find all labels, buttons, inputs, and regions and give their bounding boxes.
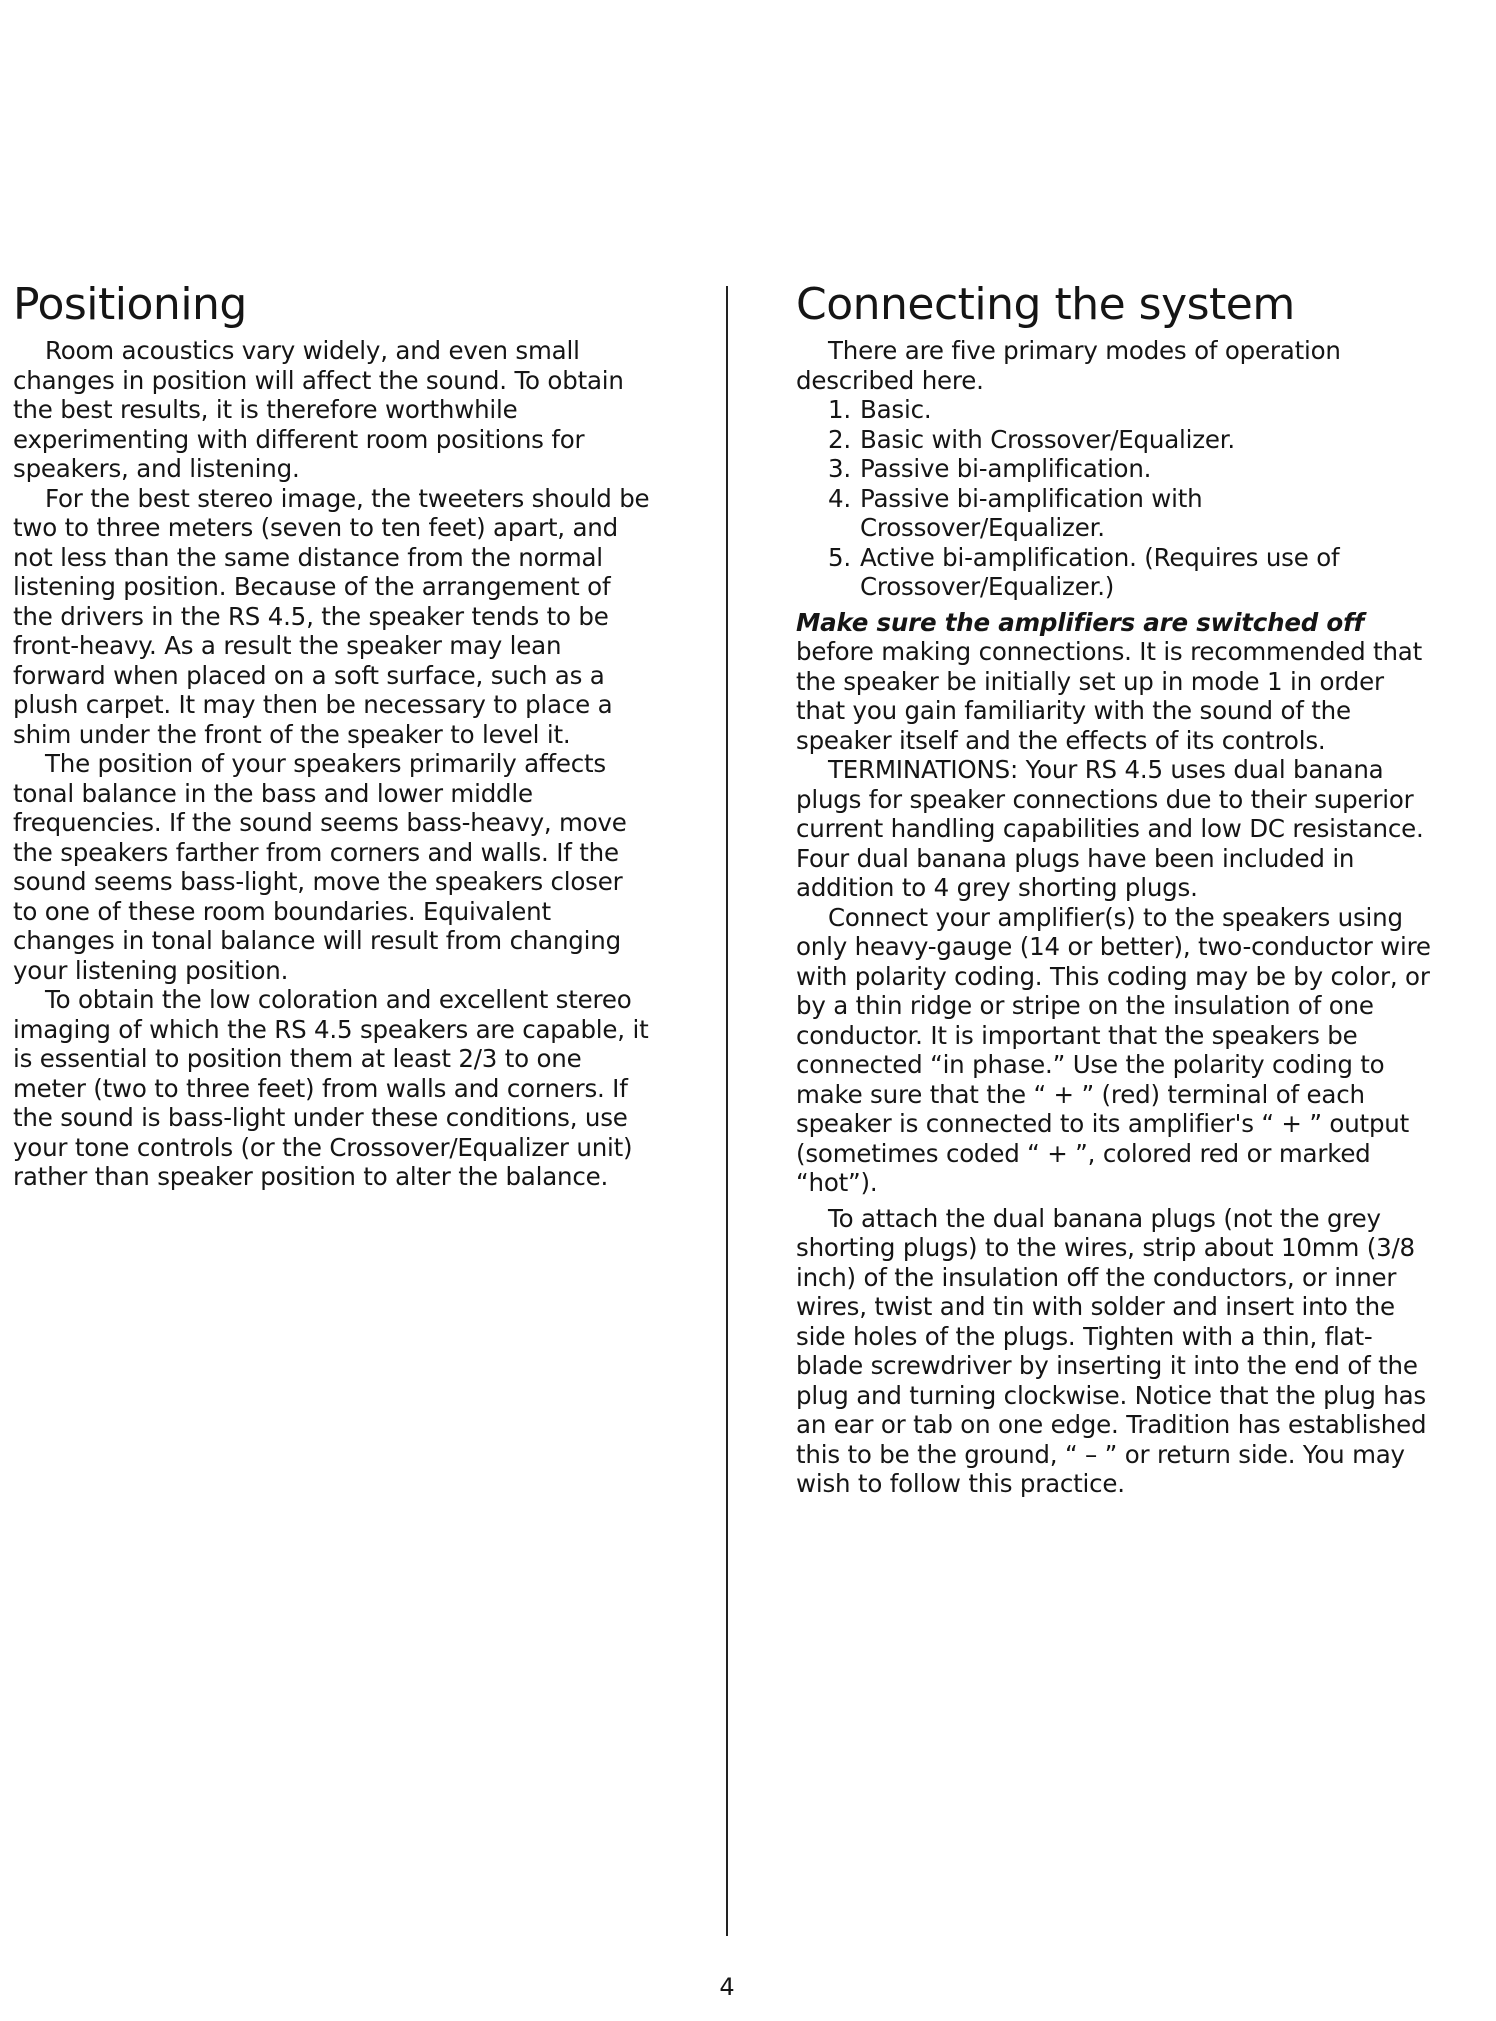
positioning-paragraph-2: For the best stereo image, the tweeters should be two to three meters (seven to ten feet) apart, and not less than the same distance from the normal listening position. Because of the arrangement of the drivers in the RS 4.5, the speaker tends to be front-heavy. As a result the speaker may lean forward when placed on a soft surface, such as a plush carpet. It may then be necessary to place a shim under the front of the speaker to level it. (13, 483, 650, 749)
connecting-heading: Connecting the system (796, 279, 1295, 330)
mode-text: Basic. (860, 395, 932, 424)
page-number: 4 (719, 1973, 735, 2001)
warning-paragraph (796, 608, 1436, 756)
mode-item-3 (796, 454, 1436, 484)
positioning-paragraph-1: Room acoustics vary widely, and even small changes in position will affect the sound. To obtain the best results, it is therefore worthwhile experimenting with different room positions for speakers, and listening. (13, 336, 624, 483)
mode-number: 5. (828, 542, 851, 572)
mode-text: Passive bi-amplification. (860, 454, 1152, 483)
warning-rest: before making connections. It is recommended that the speaker be initially set up in mode 1 in order that you gain familiarity with the sound of the speaker itself and the effects of its controls. (796, 637, 1423, 755)
warning-lead: Make sure the amplifiers are switched off (796, 607, 1364, 637)
mode-number: 3. (828, 454, 851, 483)
mode-number: 1. (828, 395, 851, 424)
wiring-paragraph: Connect your amplifier(s) to the speakers using only heavy-gauge (14 or better), two-conductor wire with polarity coding. This coding may be by color, or by a thin ridge or stripe on the insulation of one conductor. It is important that the speakers be connected “in phase.” Use the polarity coding to make sure that the “ + ” (red) terminal of each speaker is connected to its amplifier's “ + ” output (sometimes coded “ + ”, colored red or marked “hot”). (796, 902, 1431, 1197)
connecting-intro: There are five primary modes of operation described here. (796, 336, 1341, 395)
mode-item-4 (796, 484, 1436, 543)
mode-text: Passive bi-amplification with Crossover/Equalizer. (860, 483, 1203, 542)
mode-number: 4. (828, 483, 851, 513)
mode-item-2 (796, 425, 1436, 455)
mode-text: Basic with Crossover/Equalizer. (860, 424, 1235, 454)
positioning-paragraph-4: To obtain the low coloration and excellent stereo imaging of which the RS 4.5 speakers are capable, it is essential to position them at least 2/3 to one meter (two to three feet) from walls and corners. If the sound is bass-light under these conditions, use your tone controls (or the Crossover/Equalizer unit) rather than speaker position to alter the balance. (13, 985, 649, 1191)
mode-text: Active bi-amplification. (Requires use of Crossover/Equalizer.) (860, 542, 1340, 601)
mode-item-5 (796, 543, 1436, 602)
mode-number: 2. (828, 424, 851, 454)
positioning-heading: Positioning (13, 279, 247, 330)
connecting-section (796, 278, 1436, 1499)
mode-item-1 (796, 395, 1436, 425)
terminations-paragraph: TERMINATIONS: Your RS 4.5 uses dual banana plugs for speaker connections due to their superior current handling capabilities and low DC resistance. Four dual banana plugs have been included in addition to 4 grey shorting plugs. (796, 755, 1424, 902)
positioning-section (13, 278, 653, 1192)
modes-list (796, 395, 1436, 602)
banana-plugs-paragraph: To attach the dual banana plugs (not the grey shorting plugs) to the wires, strip about 10mm (3/8 inch) of the insulation off the conductors, or inner wires, twist and tin with solder and insert into the side holes of the plugs. Tighten with a thin, flat-blade screwdriver by inserting it into the end of the plug and turning clockwise. Notice that the plug has an ear or tab on one edge. Tradition has established this to be the ground, “ – ” or return side. You may wish to follow this practice. (796, 1203, 1427, 1498)
column-divider (726, 286, 728, 1936)
positioning-paragraph-3: The position of your speakers primarily affects tonal balance in the bass and lower middle frequencies. If the sound seems bass-heavy, move the speakers farther from corners and walls. If the sound seems bass-light, move the speakers closer to one of these room boundaries. Equivalent changes in tonal balance will result from changing your listening position. (13, 749, 627, 985)
